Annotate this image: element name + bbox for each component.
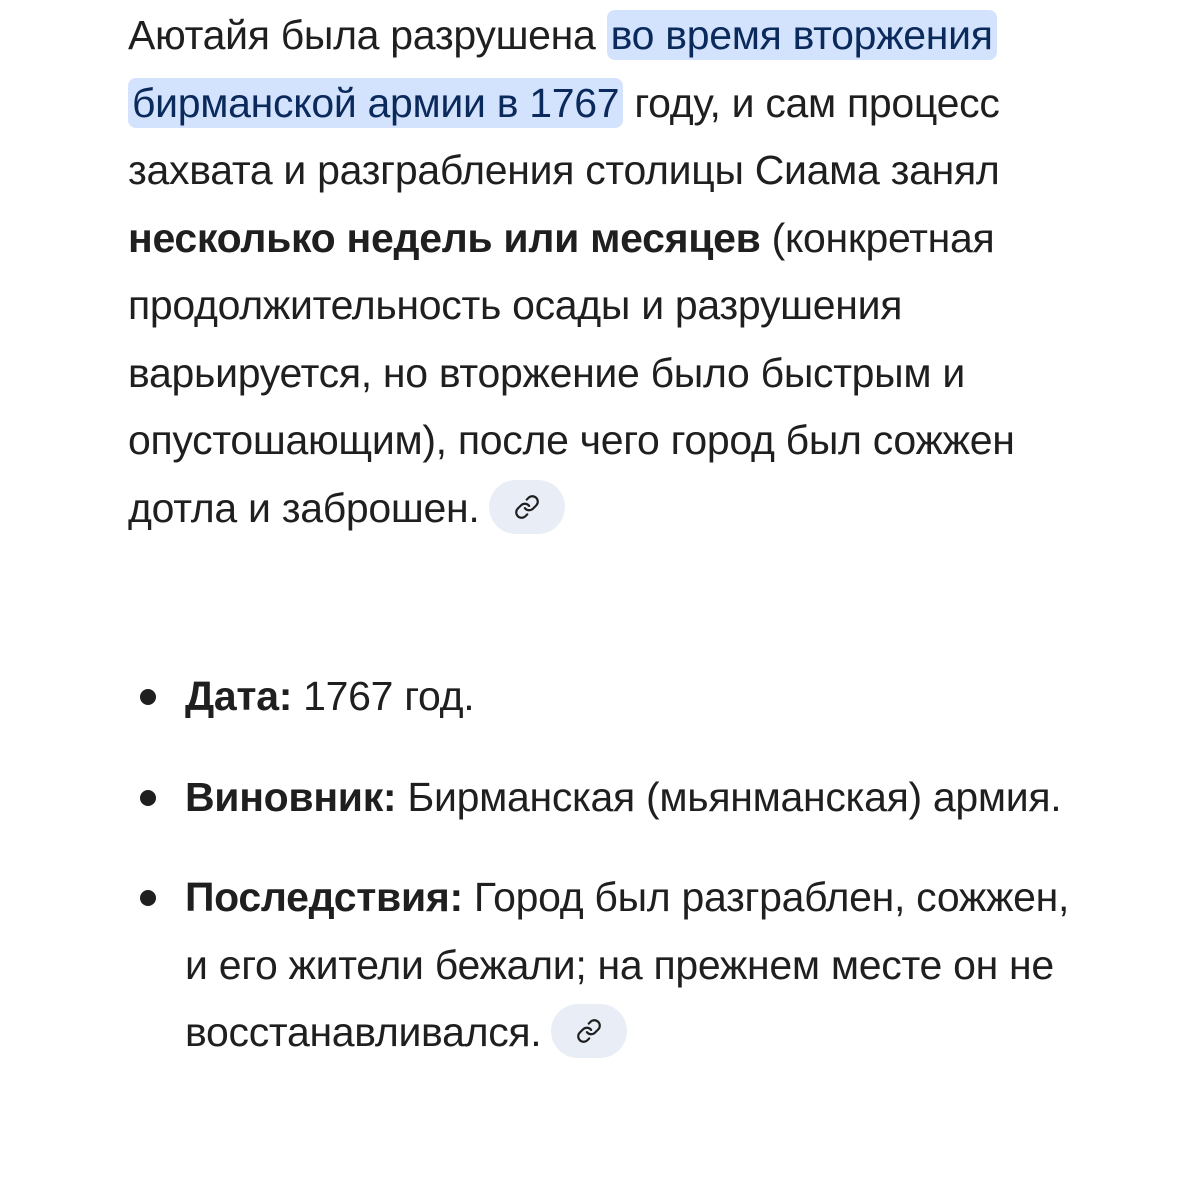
list-item-consequences	[128, 864, 1078, 1067]
list-item-culprit	[128, 764, 1078, 832]
list-item-text: Бирманская (мьянманская) армия.	[396, 773, 1062, 820]
list-item-label: Виновник:	[185, 773, 397, 820]
paragraph-text-3: (конкретная продолжительность осады и разрушения варьируется, но вторжение было быстрым и опустошающим), после чего город был сожжен дотла и заброшен.	[128, 214, 1015, 531]
list-item-label: Последствия:	[185, 874, 463, 920]
response-content	[128, 0, 1078, 1055]
facts-list	[128, 663, 1078, 1100]
link-icon	[576, 1018, 602, 1044]
list-item-date	[128, 663, 1078, 731]
paragraph-text-1: Аютайя была разрушена	[128, 12, 607, 58]
answer-paragraph	[128, 0, 1078, 542]
paragraph-text-2: году, и сам процесс захвата и разграбления столицы Сиама занял	[128, 79, 1000, 193]
bullet-dot	[140, 890, 156, 906]
list-item-label: Дата:	[185, 673, 293, 719]
highlighted-phrase[interactable]: во время вторжения бирманской армии в 1767	[128, 10, 997, 128]
bullet-dot	[140, 790, 156, 806]
source-link-chip[interactable]	[489, 480, 565, 534]
list-item-text: 1767 год.	[292, 673, 475, 719]
bullet-dot	[140, 689, 156, 705]
list-item-text: Город был разграблен, сожжен, и его жители бежали; на прежнем месте он не восстанавливался.	[185, 874, 1070, 1055]
bold-phrase: несколько недель или месяцев	[128, 214, 761, 261]
source-link-chip[interactable]	[551, 1004, 627, 1058]
link-icon	[514, 494, 540, 520]
